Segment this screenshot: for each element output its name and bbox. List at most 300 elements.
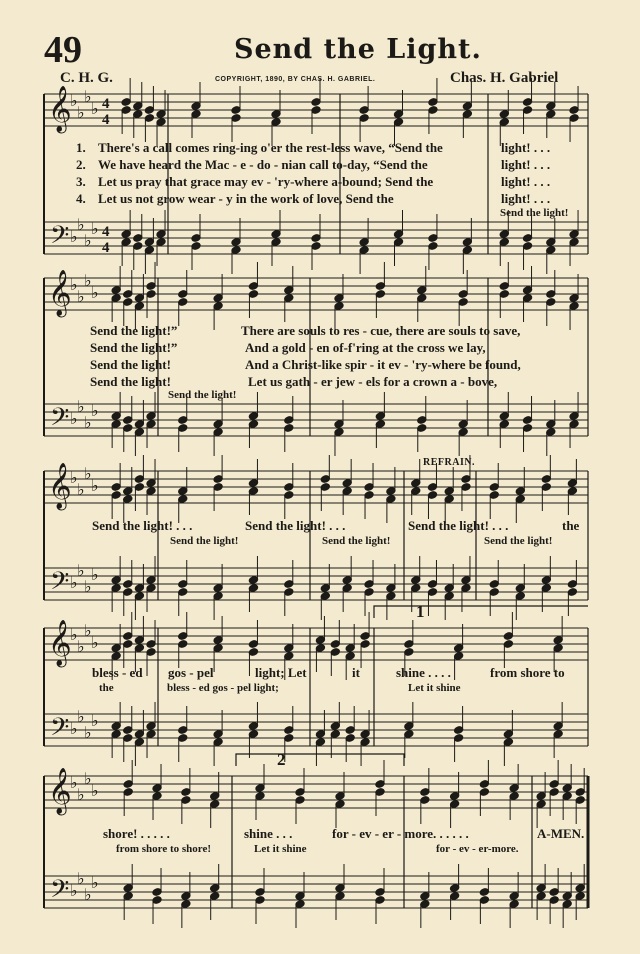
- note-head: [133, 234, 143, 243]
- note-head: [417, 416, 427, 425]
- lyric: for - ev - er - more. . . . . .: [332, 826, 469, 841]
- note-head: [315, 738, 325, 747]
- note-head: [213, 428, 223, 437]
- note-head: [546, 428, 556, 437]
- note-head: [404, 640, 414, 649]
- note-head: [335, 800, 345, 809]
- note-head: [334, 428, 344, 437]
- note-head: [144, 238, 154, 247]
- note-head: [575, 892, 585, 901]
- note-head: [523, 234, 533, 243]
- note-head: [458, 428, 468, 437]
- note-head: [295, 788, 305, 797]
- note-head: [509, 784, 519, 793]
- note-head: [575, 884, 585, 893]
- time-signature: 4: [102, 112, 110, 128]
- flat-sign: ♭: [91, 711, 99, 730]
- note-head: [515, 487, 525, 496]
- note-head: [123, 580, 133, 589]
- note-head: [330, 640, 340, 649]
- note-head: [523, 242, 533, 251]
- note-head: [271, 110, 281, 119]
- note-head: [375, 420, 385, 429]
- note-head: [411, 487, 421, 496]
- note-head: [345, 652, 355, 661]
- note-head: [123, 495, 133, 504]
- note-head: [375, 290, 385, 299]
- note-head: [134, 302, 144, 311]
- lyric: shine . . . .: [396, 665, 451, 680]
- note-head: [411, 479, 421, 488]
- note-head: [503, 730, 513, 739]
- note-head: [255, 784, 265, 793]
- note-head: [111, 644, 121, 653]
- note-head: [479, 780, 489, 789]
- note-head: [133, 242, 143, 251]
- note-head: [213, 483, 223, 492]
- note-head: [213, 302, 223, 311]
- note-head: [428, 98, 438, 107]
- note-head: [213, 636, 223, 645]
- note-head: [411, 584, 421, 593]
- note-head: [134, 644, 144, 653]
- note-head: [320, 475, 330, 484]
- verse-line: And a gold - en of-f'ring at the cross we lay,: [245, 340, 486, 355]
- note-head: [427, 483, 437, 492]
- flat-sign: ♭: [84, 885, 92, 904]
- note-head: [213, 294, 223, 303]
- note-head: [134, 428, 144, 437]
- note-head: [248, 584, 258, 593]
- verse-line: Let us pray that grace may ev - 'ry-where a-bound; Send the: [98, 174, 434, 189]
- note-head: [231, 106, 241, 115]
- note-head: [364, 483, 374, 492]
- verse-line: Let us not grow wear - y in the work of love, Send the: [98, 191, 394, 206]
- note-head: [523, 98, 533, 107]
- note-head: [553, 722, 563, 731]
- note-head: [191, 234, 201, 243]
- note-head: [541, 483, 551, 492]
- note-head: [213, 644, 223, 653]
- note-head: [146, 576, 156, 585]
- note-head: [503, 632, 513, 641]
- note-head: [271, 118, 281, 127]
- note-head: [523, 424, 533, 433]
- note-head: [330, 722, 340, 731]
- note-head: [144, 106, 154, 115]
- bass-clef: 𝄢: [50, 875, 70, 910]
- note-head: [111, 483, 121, 492]
- flat-sign: ♭: [70, 881, 78, 900]
- note-head: [450, 884, 460, 893]
- note-head: [178, 726, 188, 735]
- note-head: [181, 892, 191, 901]
- treble-clef: 𝄞: [48, 768, 72, 814]
- note-head: [121, 106, 131, 115]
- flat-sign: ♭: [77, 785, 85, 804]
- note-head: [567, 487, 577, 496]
- note-head: [360, 640, 370, 649]
- note-head: [420, 796, 430, 805]
- note-head: [427, 580, 437, 589]
- time-signature: 4: [102, 240, 110, 256]
- note-head: [248, 576, 258, 585]
- note-head: [213, 730, 223, 739]
- note-head: [152, 784, 162, 793]
- note-head: [553, 636, 563, 645]
- note-head: [134, 636, 144, 645]
- note-head: [191, 102, 201, 111]
- note-head: [394, 110, 404, 119]
- note-head: [284, 726, 294, 735]
- note-head: [123, 588, 133, 597]
- flat-sign: ♭: [77, 397, 85, 416]
- note-head: [461, 475, 471, 484]
- echo: Send the light!: [484, 535, 553, 547]
- note-head: [111, 730, 121, 739]
- note-head: [345, 644, 355, 653]
- echo: bless - ed gos - pel light;: [167, 682, 279, 694]
- note-head: [569, 114, 579, 123]
- bass-echo: Send the light!: [168, 389, 237, 401]
- note-head: [569, 238, 579, 247]
- note-head: [428, 242, 438, 251]
- note-head: [562, 900, 572, 909]
- note-head: [146, 282, 156, 291]
- note-head: [248, 648, 258, 657]
- note-head: [359, 246, 369, 255]
- note-head: [515, 592, 525, 601]
- note-head: [404, 730, 414, 739]
- note-head: [428, 106, 438, 115]
- note-head: [499, 110, 509, 119]
- note-head: [121, 238, 131, 247]
- verse-start: Send the light!: [90, 357, 171, 372]
- flat-sign: ♭: [91, 219, 99, 238]
- note-head: [523, 106, 533, 115]
- note-head: [146, 730, 156, 739]
- bass-clef: 𝄢: [50, 713, 70, 748]
- note-head: [111, 576, 121, 585]
- echo: Let it shine: [408, 682, 461, 694]
- note-head: [404, 722, 414, 731]
- echo: Let it shine: [254, 843, 307, 855]
- note-head: [428, 234, 438, 243]
- note-head: [541, 584, 551, 593]
- note-head: [509, 900, 519, 909]
- verse-number: 1.: [76, 140, 86, 155]
- note-head: [123, 632, 133, 641]
- note-head: [210, 884, 220, 893]
- note-head: [549, 780, 559, 789]
- flat-sign: ♭: [70, 275, 78, 294]
- hymn-title: Send the Light.: [234, 34, 482, 65]
- note-head: [569, 106, 579, 115]
- note-head: [213, 738, 223, 747]
- note-head: [284, 416, 294, 425]
- note-head: [546, 420, 556, 429]
- note-head: [330, 648, 340, 657]
- note-head: [295, 900, 305, 909]
- note-head: [375, 412, 385, 421]
- note-head: [342, 576, 352, 585]
- note-head: [444, 495, 454, 504]
- note-head: [134, 730, 144, 739]
- note-head: [181, 796, 191, 805]
- flat-sign: ♭: [91, 633, 99, 652]
- note-head: [133, 102, 143, 111]
- treble-clef: 𝄞: [48, 463, 72, 509]
- note-head: [450, 792, 460, 801]
- note-head: [553, 730, 563, 739]
- note-head: [248, 412, 258, 421]
- note-head: [320, 592, 330, 601]
- note-head: [567, 588, 577, 597]
- note-head: [342, 479, 352, 488]
- bass-echo: Send the light!: [500, 207, 569, 219]
- note-head: [335, 792, 345, 801]
- echo: Send the light!: [322, 535, 391, 547]
- note-head: [134, 738, 144, 747]
- note-head: [562, 892, 572, 901]
- note-head: [181, 900, 191, 909]
- note-head: [546, 238, 556, 247]
- note-head: [562, 792, 572, 801]
- flat-sign: ♭: [77, 869, 85, 888]
- flat-sign: ♭: [70, 625, 78, 644]
- note-head: [284, 294, 294, 303]
- note-head: [462, 110, 472, 119]
- lyric: shore! . . . . .: [103, 826, 170, 841]
- flat-sign: ♭: [70, 573, 78, 592]
- note-head: [178, 580, 188, 589]
- note-head: [417, 294, 427, 303]
- note-head: [123, 487, 133, 496]
- note-head: [345, 734, 355, 743]
- note-head: [536, 792, 546, 801]
- note-head: [156, 118, 166, 127]
- lyric: Send the light! . . .: [408, 518, 509, 533]
- note-head: [271, 230, 281, 239]
- note-head: [284, 644, 294, 653]
- first-ending-mark: 1: [416, 602, 425, 621]
- note-head: [569, 420, 579, 429]
- note-head: [499, 290, 509, 299]
- note-head: [134, 475, 144, 484]
- music-credit: Chas. H. Gabriel: [450, 70, 559, 86]
- flat-sign: ♭: [91, 873, 99, 892]
- flat-sign: ♭: [91, 283, 99, 302]
- note-head: [178, 487, 188, 496]
- bass-clef: 𝄢: [50, 567, 70, 602]
- note-head: [549, 888, 559, 897]
- verse-start: Send the light!”: [90, 340, 178, 355]
- note-head: [342, 584, 352, 593]
- note-head: [191, 242, 201, 251]
- note-head: [178, 424, 188, 433]
- note-head: [248, 479, 258, 488]
- note-head: [320, 584, 330, 593]
- note-head: [454, 734, 464, 743]
- note-head: [231, 238, 241, 247]
- note-head: [359, 238, 369, 247]
- note-head: [248, 722, 258, 731]
- note-head: [569, 302, 579, 311]
- note-head: [315, 730, 325, 739]
- note-head: [458, 290, 468, 299]
- verse-number: 4.: [76, 191, 86, 206]
- note-head: [375, 888, 385, 897]
- note-head: [334, 294, 344, 303]
- note-head: [364, 580, 374, 589]
- note-head: [546, 102, 556, 111]
- note-head: [360, 730, 370, 739]
- note-head: [334, 420, 344, 429]
- note-head: [335, 892, 345, 901]
- note-head: [360, 738, 370, 747]
- note-head: [111, 652, 121, 661]
- verse-start: Send the light!”: [90, 323, 178, 338]
- note-head: [462, 238, 472, 247]
- second-ending-mark: 2: [277, 750, 286, 769]
- note-head: [461, 584, 471, 593]
- note-head: [515, 495, 525, 504]
- flat-sign: ♭: [77, 707, 85, 726]
- flat-sign: ♭: [70, 468, 78, 487]
- note-head: [499, 238, 509, 247]
- note-head: [295, 796, 305, 805]
- note-head: [386, 584, 396, 593]
- note-head: [569, 230, 579, 239]
- note-head: [248, 640, 258, 649]
- flat-sign: ♭: [91, 565, 99, 584]
- note-head: [146, 487, 156, 496]
- note-head: [178, 495, 188, 504]
- note-head: [178, 416, 188, 425]
- verse-end: light! . . .: [501, 174, 551, 189]
- note-head: [375, 896, 385, 905]
- note-head: [549, 896, 559, 905]
- lyric: gos - pel: [168, 665, 214, 680]
- note-head: [509, 892, 519, 901]
- note-head: [375, 282, 385, 291]
- note-head: [489, 483, 499, 492]
- note-head: [546, 298, 556, 307]
- note-head: [320, 483, 330, 492]
- note-head: [152, 792, 162, 801]
- note-head: [394, 238, 404, 247]
- note-head: [248, 420, 258, 429]
- first-ending-bracket: [374, 606, 588, 618]
- note-head: [546, 290, 556, 299]
- note-head: [567, 479, 577, 488]
- note-head: [489, 588, 499, 597]
- note-head: [503, 738, 513, 747]
- note-head: [284, 491, 294, 500]
- note-head: [515, 584, 525, 593]
- note-head: [427, 588, 437, 597]
- note-head: [133, 110, 143, 119]
- note-head: [178, 298, 188, 307]
- lyric: bless - ed: [92, 665, 143, 680]
- note-head: [134, 294, 144, 303]
- note-head: [549, 788, 559, 797]
- note-head: [210, 792, 220, 801]
- note-head: [178, 290, 188, 299]
- note-head: [111, 412, 121, 421]
- flat-sign: ♭: [84, 723, 92, 742]
- note-head: [461, 576, 471, 585]
- refrain-label: REFRAIN.: [423, 457, 476, 468]
- note-head: [360, 632, 370, 641]
- lyric: from shore to: [490, 665, 565, 680]
- note-head: [178, 632, 188, 641]
- note-head: [404, 648, 414, 657]
- note-head: [375, 780, 385, 789]
- note-head: [146, 584, 156, 593]
- note-head: [417, 424, 427, 433]
- note-head: [213, 592, 223, 601]
- note-head: [144, 246, 154, 255]
- note-head: [178, 734, 188, 743]
- echo: for - ev - er-more.: [436, 843, 519, 855]
- note-head: [191, 110, 201, 119]
- note-head: [123, 726, 133, 735]
- note-head: [458, 420, 468, 429]
- note-head: [417, 286, 427, 295]
- note-head: [178, 640, 188, 649]
- note-head: [146, 412, 156, 421]
- note-head: [375, 788, 385, 797]
- bass-clef: 𝄢: [50, 221, 70, 256]
- note-head: [284, 424, 294, 433]
- note-head: [394, 230, 404, 239]
- note-head: [359, 114, 369, 123]
- note-head: [152, 888, 162, 897]
- note-head: [271, 238, 281, 247]
- flat-sign: ♭: [70, 227, 78, 246]
- note-head: [111, 286, 121, 295]
- note-head: [295, 892, 305, 901]
- note-head: [454, 726, 464, 735]
- note-head: [123, 780, 133, 789]
- note-head: [509, 792, 519, 801]
- note-head: [489, 580, 499, 589]
- lyric: A-MEN.: [537, 826, 585, 841]
- note-head: [315, 644, 325, 653]
- note-head: [178, 588, 188, 597]
- note-head: [444, 592, 454, 601]
- flat-sign: ♭: [77, 637, 85, 656]
- flat-sign: ♭: [91, 99, 99, 118]
- flat-sign: ♭: [84, 413, 92, 432]
- note-head: [123, 416, 133, 425]
- note-head: [503, 640, 513, 649]
- note-head: [146, 479, 156, 488]
- lyric: Send the light! . . .: [245, 518, 346, 533]
- note-head: [444, 487, 454, 496]
- note-head: [394, 118, 404, 127]
- treble-clef: 𝄞: [48, 620, 72, 666]
- verse-line: There are souls to res - cue, there are souls to save,: [241, 323, 521, 338]
- note-head: [499, 420, 509, 429]
- flat-sign: ♭: [84, 464, 92, 483]
- note-head: [536, 884, 546, 893]
- verse-line: Let us gath - er jew - els for a crown a - bove,: [248, 374, 498, 389]
- flat-sign: ♭: [70, 773, 78, 792]
- lyric: it: [352, 665, 360, 680]
- note-head: [462, 246, 472, 255]
